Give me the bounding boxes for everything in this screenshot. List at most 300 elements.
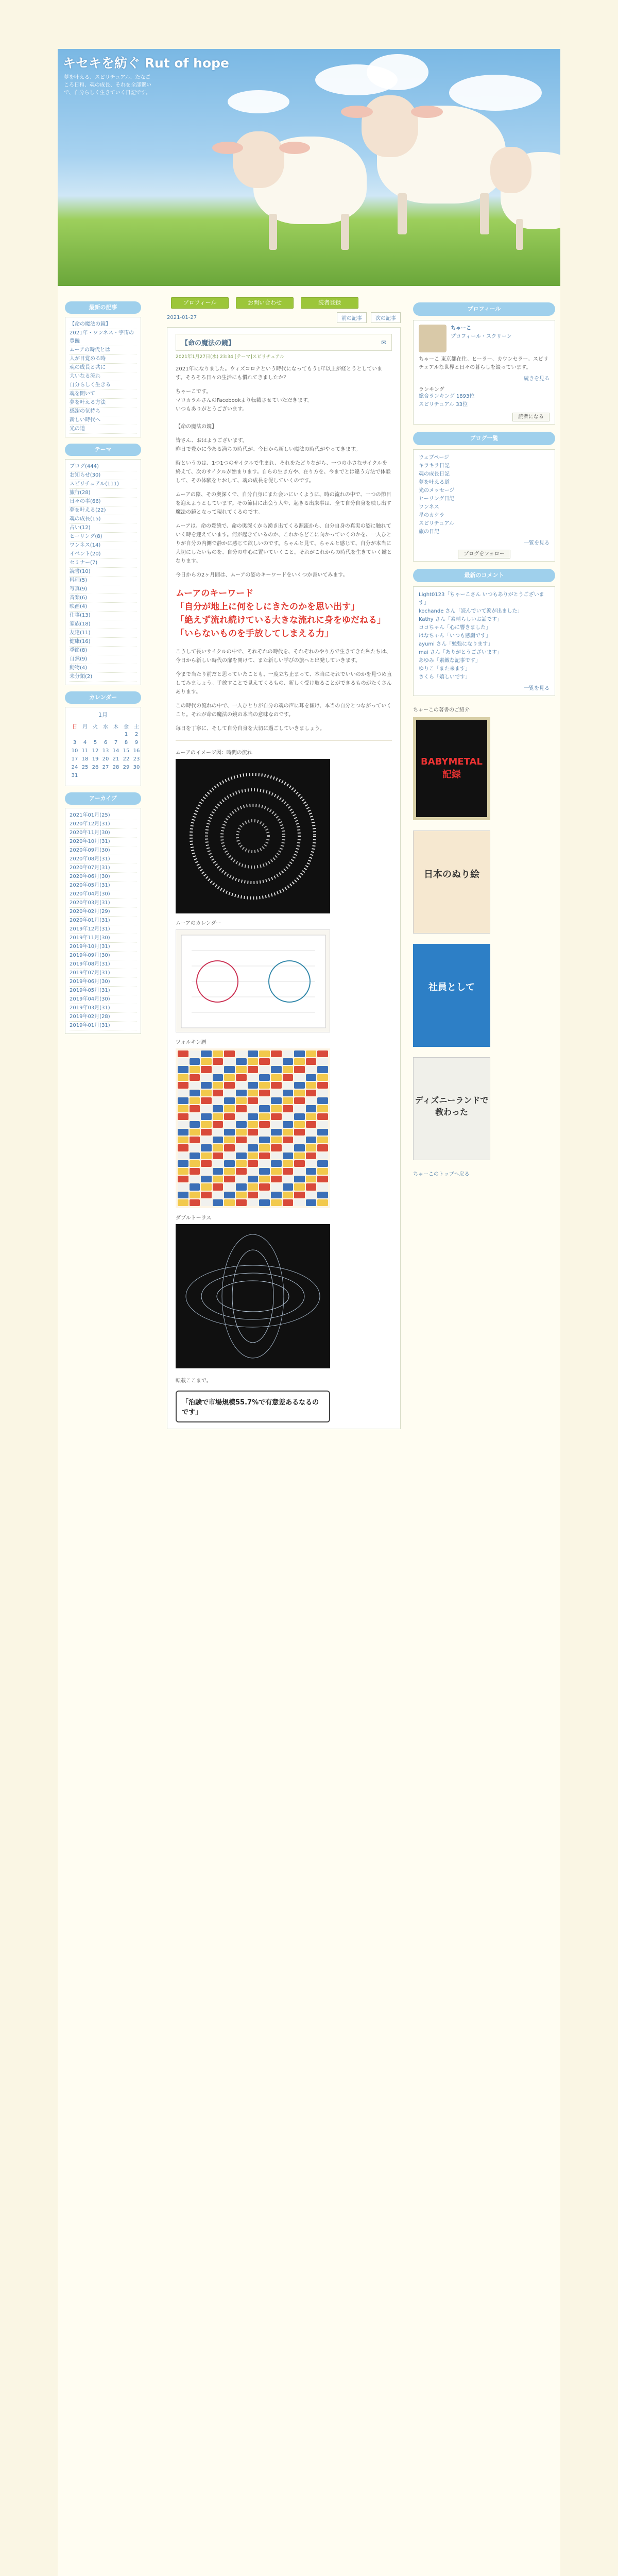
calendar-day[interactable]: 25	[81, 764, 89, 770]
calendar-day[interactable]: 28	[112, 764, 119, 770]
tzolkin-cell	[317, 1090, 328, 1096]
tzolkin-cell	[201, 1183, 212, 1190]
tzolkin-cell	[236, 1105, 247, 1112]
tzolkin-cell	[294, 1105, 305, 1112]
tzolkin-cell	[190, 1192, 200, 1198]
list-item[interactable]: 2020年04月(30)	[70, 890, 136, 899]
entry-date: 2021年1月27日(水) 23:34 [テーマ]スピリチュアル	[176, 354, 284, 360]
tzolkin-cell	[213, 1199, 224, 1206]
tzolkin-cell	[283, 1153, 294, 1159]
comment-link[interactable]: さくら「嬉しいです」	[419, 674, 470, 680]
calendar-day[interactable]: 4	[83, 739, 87, 745]
profile-title: プロフィール	[413, 302, 555, 316]
tzolkin-cell	[178, 1176, 188, 1182]
tzolkin-cell	[317, 1066, 328, 1073]
list-item[interactable]: 魂の成長と共に	[70, 364, 136, 372]
tzolkin-cell	[283, 1192, 294, 1198]
comment-link[interactable]: Light0123「ちゃーこさん いつもありがとうございます」	[419, 592, 544, 606]
blog-link[interactable]: ヒーリング日記	[419, 496, 455, 502]
list-item[interactable]: 2019年07月(31)	[70, 969, 136, 978]
list-item[interactable]: 2020年05月(31)	[70, 882, 136, 890]
tzolkin-cell	[178, 1183, 188, 1190]
tzolkin-cell	[248, 1192, 259, 1198]
calendar-title: カレンダー	[65, 691, 141, 704]
nav-date: 2021-01-27	[167, 314, 197, 320]
tzolkin-cell	[201, 1168, 212, 1175]
tzolkin-cell	[213, 1058, 224, 1065]
tzolkin-cell	[294, 1137, 305, 1143]
tzolkin-cell	[294, 1121, 305, 1128]
calendar-day[interactable]	[111, 730, 121, 738]
tzolkin-cell	[178, 1066, 188, 1073]
list-item[interactable]: 夢を叶える方法	[70, 399, 136, 408]
tzolkin-cell	[294, 1153, 305, 1159]
list-item[interactable]: 日々の事(66)	[70, 498, 136, 506]
image-caption: ダブルトーラス	[176, 1215, 212, 1221]
comment-link[interactable]: ゆりこ「また来ます」	[419, 666, 470, 672]
comment-link[interactable]: Kathy さん「素晴らしいお話です」	[419, 617, 502, 622]
tzolkin-cell	[201, 1160, 212, 1167]
list-item[interactable]: 2020年01月(31)	[70, 917, 136, 925]
calendar-day[interactable]: 11	[81, 748, 89, 754]
list-item[interactable]: 魂を開いて	[70, 390, 136, 399]
share-icon[interactable]: ✉	[381, 338, 386, 346]
comment-link[interactable]: kochande さん「読んでいて涙が出ました」	[419, 608, 523, 614]
tzolkin-cell	[190, 1058, 200, 1065]
tzolkin-cell	[178, 1097, 188, 1104]
tzolkin-cell	[213, 1082, 224, 1089]
book-cover[interactable]: BABYMETAL 記録	[413, 717, 490, 820]
tzolkin-cell	[283, 1097, 294, 1104]
tzolkin-cell	[178, 1050, 188, 1057]
tzolkin-cell	[271, 1129, 282, 1136]
tzolkin-cell	[283, 1183, 294, 1190]
tzolkin-cell	[283, 1121, 294, 1128]
calendar-day[interactable]: 24	[71, 764, 78, 770]
book-cover[interactable]: ディズニーランドで教わった	[413, 1057, 490, 1160]
calendar-day[interactable]	[80, 730, 90, 738]
tzolkin-cell	[178, 1105, 188, 1112]
tzolkin-cell	[178, 1160, 188, 1167]
image-caption: ツォルキン暦	[176, 1040, 207, 1045]
list-item[interactable]: 大いなる流れ	[70, 372, 136, 381]
bloglist-title: ブログ一覧	[413, 432, 555, 445]
tzolkin-cell	[259, 1129, 270, 1136]
back-to-top-link[interactable]: ちゃーこのトップへ戻る	[413, 1172, 470, 1177]
tzolkin-cell	[294, 1192, 305, 1198]
calendar-day[interactable]: 21	[112, 756, 119, 762]
tzolkin-cell	[259, 1153, 270, 1159]
blog-link[interactable]: キラキラ日記	[419, 463, 450, 469]
tzolkin-cell	[224, 1129, 235, 1136]
tzolkin-cell	[213, 1113, 224, 1120]
blog-link[interactable]: 旅の日記	[419, 529, 439, 535]
tzolkin-cell	[271, 1137, 282, 1143]
comment-link[interactable]: ayumi さん「勉強になります」	[419, 641, 493, 647]
tzolkin-cell	[283, 1129, 294, 1136]
tzolkin-cell	[259, 1192, 270, 1198]
calendar-day[interactable]: 17	[71, 756, 78, 762]
blog-link[interactable]: 星のカケラ	[419, 513, 444, 518]
list-item[interactable]: 2019年03月(31)	[70, 1004, 136, 1013]
menu-profile-button[interactable]: プロフィール	[171, 297, 229, 309]
tzolkin-cell	[294, 1058, 305, 1065]
prev-entry-link[interactable]: 前の記事	[337, 312, 367, 323]
tzolkin-cell	[259, 1176, 270, 1182]
calendar-day[interactable]: 12	[92, 748, 99, 754]
list-item[interactable]: 料理(5)	[70, 577, 136, 585]
list-item[interactable]: 読書(10)	[70, 568, 136, 577]
calendar-day[interactable]: 13	[102, 748, 109, 754]
tzolkin-cell	[178, 1090, 188, 1096]
tzolkin-cell	[190, 1105, 200, 1112]
paragraph: この時代の流れの中で、一人ひとりが自分の魂の声に耳を傾け、本当の自分とつながっていくこと。それが命の魔法の鏡の本当の意味なのです。	[176, 703, 392, 718]
tzolkin-cell	[306, 1168, 317, 1175]
calendar-day[interactable]: 10	[71, 748, 78, 754]
tzolkin-cell	[201, 1105, 212, 1112]
tzolkin-cell	[213, 1121, 224, 1128]
list-item[interactable]: 2019年02月(28)	[70, 1013, 136, 1022]
list-item[interactable]: 光の道	[70, 425, 136, 434]
tzolkin-cell	[271, 1168, 282, 1175]
tzolkin-cell	[283, 1090, 294, 1096]
list-item[interactable]: スピリチュアル(111)	[70, 480, 136, 489]
list-item[interactable]: 季節(8)	[70, 647, 136, 655]
menu-subscribe-button[interactable]: 読者登録	[301, 297, 358, 309]
calendar-day[interactable]: 7	[114, 739, 118, 745]
ranking-item[interactable]: 総合ランキング 1893位	[419, 394, 475, 399]
list-item[interactable]: お知らせ(30)	[70, 471, 136, 480]
list-item[interactable]: 2019年01月(31)	[70, 1022, 136, 1030]
profile-more-link[interactable]: 続きを見る	[524, 376, 550, 382]
comment-link[interactable]: mai さん「ありがとうございます」	[419, 650, 502, 655]
tzolkin-cell	[294, 1144, 305, 1151]
right-sidebar	[413, 295, 555, 1179]
site-title[interactable]: キセキを紡ぐ Rut of hope	[63, 56, 229, 71]
tzolkin-cell	[317, 1160, 328, 1167]
tzolkin-cell	[248, 1121, 259, 1128]
calendar-day-head: 金	[124, 724, 129, 730]
tzolkin-cell	[201, 1153, 212, 1159]
list-item[interactable]: 健康(16)	[70, 638, 136, 647]
theme-title: テーマ	[65, 444, 141, 456]
tzolkin-cell	[190, 1160, 200, 1167]
avatar[interactable]	[419, 325, 447, 352]
tzolkin-cell	[236, 1121, 247, 1128]
tzolkin-cell	[294, 1183, 305, 1190]
list-item[interactable]: 旅行(28)	[70, 489, 136, 498]
tzolkin-cell	[259, 1137, 270, 1143]
book-cover[interactable]: 日本のぬり絵	[413, 831, 490, 934]
tzolkin-cell	[178, 1199, 188, 1206]
image-caption: ムーアのイメージ図：時間の流れ	[176, 750, 252, 756]
tzolkin-cell	[236, 1168, 247, 1175]
list-item[interactable]: 自分らしく生きる	[70, 381, 136, 390]
paragraph: ちゃーこです。 マロカラルさんのFacebookより転載させていただきます。 いつもありがとうございます。 【命の魔法の鏡】	[176, 389, 313, 430]
tzolkin-cell	[294, 1082, 305, 1089]
list-item[interactable]: 魂の成長(15)	[70, 515, 136, 524]
list-item[interactable]: 2019年11月(30)	[70, 934, 136, 943]
tzolkin-cell	[213, 1050, 224, 1057]
tzolkin-cell	[271, 1097, 282, 1104]
list-item[interactable]: ヒーリング(8)	[70, 533, 136, 541]
bloglist-more-link[interactable]: 一覧を見る	[524, 540, 550, 546]
list-item[interactable]: 2020年09月(30)	[70, 846, 136, 855]
list-item[interactable]: 仕事(13)	[70, 612, 136, 620]
calendar-day[interactable]: 5	[93, 739, 97, 745]
list-item[interactable]: 新しい時代へ	[70, 416, 136, 425]
tzolkin-cell	[248, 1090, 259, 1096]
tzolkin-grid-image	[176, 1048, 330, 1208]
tzolkin-cell	[271, 1153, 282, 1159]
tzolkin-cell	[306, 1192, 317, 1198]
tzolkin-cell	[178, 1121, 188, 1128]
tzolkin-cell	[271, 1176, 282, 1182]
tzolkin-cell	[248, 1105, 259, 1112]
tzolkin-cell	[317, 1192, 328, 1198]
calendar-day[interactable]	[100, 730, 111, 738]
calendar-day[interactable]: 20	[102, 756, 109, 762]
calendar-day[interactable]: 23	[133, 756, 140, 762]
tzolkin-cell	[283, 1168, 294, 1175]
calendar-day[interactable]: 27	[102, 764, 109, 770]
list-item[interactable]: 人が目覚める時	[70, 355, 136, 364]
calendar-day[interactable]: 3	[73, 739, 77, 745]
list-item[interactable]: 2019年08月(31)	[70, 960, 136, 969]
tzolkin-cell	[190, 1144, 200, 1151]
list-item[interactable]: 2020年08月(31)	[70, 855, 136, 864]
calendar-day[interactable]: 26	[92, 764, 99, 770]
tzolkin-cell	[248, 1129, 259, 1136]
profile-role: プロフィール・スクリーン	[451, 334, 512, 340]
tzolkin-cell	[213, 1153, 224, 1159]
tzolkin-cell	[283, 1105, 294, 1112]
list-item[interactable]: 2019年10月(31)	[70, 943, 136, 952]
list-item[interactable]: 動物(4)	[70, 664, 136, 673]
calendar-day-head: 日	[72, 724, 77, 730]
tzolkin-cell	[236, 1074, 247, 1081]
tzolkin-cell	[190, 1176, 200, 1182]
tzolkin-cell	[317, 1153, 328, 1159]
highlight-paragraph: ムーアは、命の豊饒で、命の奥深くから湧き出てくる源流から、自分自身の真実の姿に触れていく時を迎えています。何が起きているのか、これからどこに向かっていくのかを、一人ひとりが自分の内側で静かに感じて欲しいのです。ちゃんと見て、ちゃんと感じて、自分が本当に大切にしたいものを、自分の中心に置いていくこと。それがこれからの時代を生きていく鍵となります。	[176, 523, 392, 564]
list-item[interactable]: ブログ(444)	[70, 463, 136, 471]
paragraph: 今まで当たり前だと思っていたことも、一度立ち止まって、本当にそれでいいのかを見つめ直してみましょう。手放すことで見えてくるもの、新しく受け取ることができるものがたくさんあります。	[176, 672, 392, 695]
tzolkin-cell	[224, 1183, 235, 1190]
list-item[interactable]: 夢を叶える(22)	[70, 506, 136, 515]
tzolkin-cell	[236, 1129, 247, 1136]
tzolkin-cell	[248, 1176, 259, 1182]
tzolkin-cell	[190, 1199, 200, 1206]
tzolkin-cell	[201, 1050, 212, 1057]
list-item[interactable]: 2020年02月(29)	[70, 908, 136, 917]
blog-link[interactable]: ウェブページ	[419, 455, 449, 461]
tzolkin-cell	[306, 1199, 317, 1206]
list-item[interactable]: 2019年12月(31)	[70, 925, 136, 934]
reader-button[interactable]: 読者になる	[512, 413, 550, 421]
list-item[interactable]: 友達(11)	[70, 629, 136, 638]
tzolkin-cell	[236, 1199, 247, 1206]
list-item[interactable]: 映画(4)	[70, 603, 136, 612]
tzolkin-cell	[224, 1090, 235, 1096]
list-item[interactable]: 2020年10月(31)	[70, 838, 136, 846]
tzolkin-cell	[283, 1082, 294, 1089]
comment-link[interactable]: はなちゃん「いつも感謝です」	[419, 633, 491, 639]
tzolkin-cell	[224, 1097, 235, 1104]
list-item[interactable]: 2020年06月(30)	[70, 873, 136, 882]
tzolkin-cell	[178, 1129, 188, 1136]
tzolkin-cell	[259, 1160, 270, 1167]
list-item[interactable]: イベント(20)	[70, 550, 136, 559]
tzolkin-cell	[190, 1129, 200, 1136]
tzolkin-cell	[248, 1137, 259, 1143]
tzolkin-cell	[306, 1160, 317, 1167]
calendar-day[interactable]: 16	[133, 748, 140, 754]
list-item[interactable]: 2020年07月(31)	[70, 864, 136, 873]
tzolkin-cell	[271, 1160, 282, 1167]
calendar-day[interactable]: 30	[133, 764, 140, 770]
list-item[interactable]: 2020年11月(30)	[70, 829, 136, 838]
tzolkin-cell	[283, 1144, 294, 1151]
list-item[interactable]: ムーアの時代とは	[70, 346, 136, 355]
tzolkin-cell	[259, 1066, 270, 1073]
tzolkin-cell	[306, 1113, 317, 1120]
tzolkin-cell	[178, 1113, 188, 1120]
blog-link[interactable]: 魂の成長日記	[419, 471, 450, 477]
list-item[interactable]: 2020年03月(31)	[70, 899, 136, 908]
list-item[interactable]: 未分類(2)	[70, 673, 136, 682]
comments-more-link[interactable]: 一覧を見る	[524, 686, 550, 691]
blog-link[interactable]: ワンネス	[419, 504, 439, 510]
tzolkin-cell	[259, 1074, 270, 1081]
tzolkin-cell	[201, 1199, 212, 1206]
calendar-day[interactable]: 2	[134, 731, 139, 737]
tzolkin-cell	[213, 1160, 224, 1167]
list-item[interactable]: 2019年05月(31)	[70, 987, 136, 995]
tzolkin-cell	[271, 1074, 282, 1081]
list-item[interactable]: 2019年06月(30)	[70, 978, 136, 987]
comment-link[interactable]: ココちゃん「心に響きました」	[419, 625, 491, 631]
list-item[interactable]: 2020年12月(31)	[70, 820, 136, 829]
tzolkin-cell	[201, 1097, 212, 1104]
list-item[interactable]: ワンネス(14)	[70, 541, 136, 550]
list-item[interactable]: 2019年09月(30)	[70, 952, 136, 960]
tzolkin-cell	[271, 1199, 282, 1206]
calendar-day[interactable]: 6	[104, 739, 108, 745]
blog-link[interactable]: 夢を叶える道	[419, 480, 450, 485]
list-item[interactable]: 家族(18)	[70, 620, 136, 629]
tzolkin-cell	[259, 1082, 270, 1089]
tzolkin-cell	[248, 1058, 259, 1065]
blog-link[interactable]: スピリチュアル	[419, 521, 455, 527]
tzolkin-cell	[306, 1105, 317, 1112]
tzolkin-cell	[213, 1097, 224, 1104]
tzolkin-cell	[236, 1113, 247, 1120]
tzolkin-cell	[201, 1137, 212, 1143]
calendar-day[interactable]: 31	[71, 772, 78, 778]
entry-title[interactable]: 【命の魔法の鏡】	[181, 340, 235, 347]
tzolkin-cell	[224, 1121, 235, 1128]
calendar-day[interactable]: 9	[134, 739, 139, 745]
tzolkin-cell	[224, 1137, 235, 1143]
bloglist-box	[413, 449, 555, 562]
paragraph: 時というのは、1つ1つのサイクルで生まれ、それをたどりながら、一つの小さなサイクルを終えて、次のサイクルが始まります。自らの生き方や、在り方を、今までとは違う方法で体験して、その体験をとおして、魂の成長を促していくのです。	[176, 461, 391, 484]
list-item[interactable]: 自然(9)	[70, 655, 136, 664]
calendar-day[interactable]: 19	[92, 756, 99, 762]
tzolkin-cell	[190, 1097, 200, 1104]
tzolkin-cell	[283, 1050, 294, 1057]
calendar-day[interactable]: 18	[81, 756, 89, 762]
lamb-image	[253, 137, 367, 224]
tzolkin-cell	[248, 1144, 259, 1151]
tzolkin-cell	[213, 1176, 224, 1182]
tzolkin-cell	[271, 1144, 282, 1151]
tzolkin-cell	[190, 1090, 200, 1096]
tzolkin-cell	[306, 1066, 317, 1073]
calendar-day[interactable]	[90, 730, 100, 738]
tzolkin-cell	[306, 1090, 317, 1096]
list-item[interactable]: セミナー(7)	[70, 559, 136, 568]
calendar-day[interactable]: 8	[124, 739, 128, 745]
global-menu	[171, 297, 358, 309]
list-item[interactable]: 【命の魔法の鏡】	[70, 320, 136, 329]
list-item[interactable]: 2021年・ワンネス・宇宙の豊饒	[70, 329, 136, 346]
profile-name[interactable]: ちゃーこ	[451, 326, 471, 331]
tzolkin-cell	[317, 1176, 328, 1182]
list-item[interactable]: 占い(12)	[70, 524, 136, 533]
tzolkin-cell	[248, 1097, 259, 1104]
ranking-item[interactable]: スピリチュアル 33位	[419, 402, 468, 408]
list-item[interactable]: 感謝の気持ち	[70, 408, 136, 416]
book-cover[interactable]: 社員として	[413, 944, 490, 1047]
calendar-day[interactable]: 15	[123, 748, 130, 754]
list-item[interactable]: 音楽(6)	[70, 594, 136, 603]
calendar-day-head: 土	[134, 724, 139, 730]
torus-image	[176, 1224, 330, 1368]
tzolkin-cell	[236, 1050, 247, 1057]
calendar-day[interactable]: 14	[112, 748, 119, 754]
profile-box	[413, 320, 555, 425]
blog-link[interactable]: 光のメッセージ	[419, 488, 455, 494]
entry-nav	[167, 312, 401, 323]
tzolkin-cell	[178, 1058, 188, 1065]
tzolkin-cell	[236, 1097, 247, 1104]
comment-link[interactable]: あゆみ「素敵な記事です」	[419, 658, 480, 664]
tzolkin-cell	[201, 1066, 212, 1073]
tzolkin-cell	[294, 1199, 305, 1206]
paragraph: ムーアの陰、その奥深くで、自分自身にまた会いにいくように、時の流れの中で、一つの節目を迎えようとしています。その節目に出会う人や、起きる出来事は、全て自分自身を映し出す魔法の鏡となって現れてくるのです。	[176, 492, 391, 515]
next-entry-link[interactable]: 次の記事	[371, 312, 401, 323]
calendar-day[interactable]	[70, 730, 80, 738]
list-item[interactable]: 2021年01月(25)	[70, 811, 136, 820]
list-item[interactable]: 2019年04月(30)	[70, 995, 136, 1004]
books-heading: ちゃーこの著書のご紹介	[413, 707, 470, 713]
main-content	[167, 312, 401, 1429]
tzolkin-cell	[271, 1183, 282, 1190]
tzolkin-cell	[317, 1105, 328, 1112]
follow-button[interactable]: ブログをフォロー	[458, 550, 510, 558]
tzolkin-cell	[201, 1113, 212, 1120]
list-item[interactable]: 写真(9)	[70, 585, 136, 594]
menu-contact-button[interactable]: お問い合わせ	[236, 297, 294, 309]
lamb-image	[501, 152, 560, 229]
calendar-day[interactable]: 22	[123, 756, 130, 762]
tzolkin-cell	[259, 1113, 270, 1120]
tzolkin-cell	[259, 1058, 270, 1065]
calendar-day[interactable]: 29	[123, 764, 130, 770]
latest-list	[65, 317, 141, 437]
calendar-day[interactable]: 1	[124, 731, 128, 737]
tzolkin-cell	[283, 1160, 294, 1167]
